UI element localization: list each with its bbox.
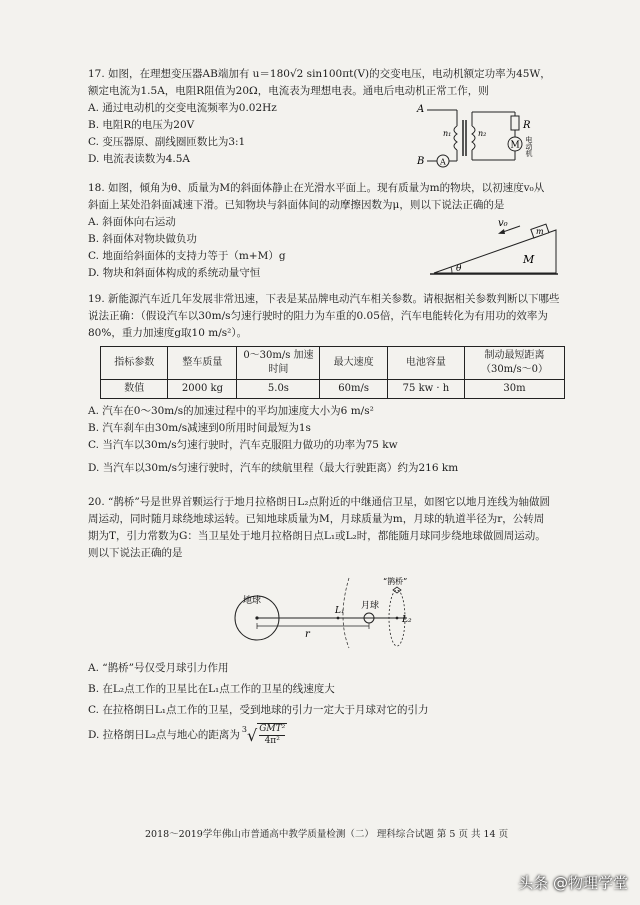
question-20 <box>88 494 553 562</box>
q20-option-b: B. 在L₂点工作的卫星比在L₁点工作的卫星的线速度大 <box>88 683 335 695</box>
earth-label: 地球 <box>243 596 262 606</box>
table-cell: 75 kw · h <box>387 380 464 399</box>
satellite-icon <box>393 587 401 593</box>
theta-label: θ <box>456 264 462 274</box>
q19-option-a: A. 汽车在0～30m/s的加速过程中的平均加速度大小为6 m/s² <box>88 405 374 417</box>
velocity-arrow-icon <box>498 229 505 234</box>
n1-label: n₁ <box>443 129 452 138</box>
watermark: 头条 @物理学堂 <box>518 874 628 892</box>
queqiao-label: “鹊桥” <box>383 577 408 586</box>
q17-stem: 17. 如图，在理想变压器AB端加有 u＝180√2 sin100πt(V)的交变电压，电动机额定功率为45W，额定电流为1.5A，电阻R阻值为20Ω，电流表为理想电表。通电后电动机正常工作，则 <box>88 68 551 97</box>
q17-option-b: B. 电阻R的电压为20V <box>88 119 195 131</box>
q18-option-d: D. 物块和斜面体构成的系统动量守恒 <box>88 267 261 279</box>
table-header-cell: 制动最短距离（30m/s～0） <box>465 347 565 380</box>
block-mass-label: m <box>536 227 544 236</box>
table-header-cell: 0～30m/s 加速时间 <box>237 347 320 380</box>
resistor-label: R <box>523 120 531 131</box>
q19-option-b: B. 汽车刹车由30m/s减速到0所用时间最短为1s <box>88 422 311 434</box>
transformer-circuit-diagram <box>405 98 565 178</box>
q20-stem: 20. “鹊桥”号是世界首颗运行于地月拉格朗日L₂点附近的中继通信卫星，如图它以地月连线为轴做圆周运动，同时随月球绕地球运转。已知地球质量为M，月球质量为m，月球的轨道半径为r，公转周期为T，引力常数为G：当卫星处于地月拉格朗日点L₁或L₂时，都能随月球同步绕地球做圆周运动。则以下说法正确的是 <box>88 496 550 559</box>
question-19 <box>88 291 566 342</box>
q19-options <box>88 403 566 477</box>
q20-option-d <box>88 723 553 747</box>
moon-label: 月球 <box>361 601 380 611</box>
table-header-row <box>101 347 565 380</box>
resistor-icon <box>511 116 519 130</box>
page-footer: 2018～2019学年佛山市普通高中教学质量检测（二） 理科综合试题 第 5 页 共 14 页 <box>145 829 509 840</box>
table-header-cell: 整车质量 <box>168 347 237 380</box>
table-row <box>101 380 565 399</box>
q17-option-a: A. 通过电动机的交变电流频率为0.02Hz <box>88 102 277 114</box>
table-header-cell: 指标参数 <box>101 347 168 380</box>
terminal-b-label: B <box>417 156 425 167</box>
motor-symbol-label: M <box>510 140 520 151</box>
table-cell: 2000 kg <box>168 380 237 399</box>
q18-stem: 18. 如图，倾角为θ、质量为M的斜面体静止在光滑水平面上。现有质量为m的物块，以初速度v₀从斜面上某处沿斜面减速下滑。已知物块与斜面体间的动摩擦因数为μ，则以下说法正确的是 <box>88 182 545 211</box>
table-cell: 5.0s <box>237 380 320 399</box>
motor-label: 电动机 <box>525 136 533 157</box>
l1-label: L₁ <box>335 606 345 616</box>
n2-label: n₂ <box>478 129 487 138</box>
formula-denominator: 4π² <box>264 736 280 746</box>
formula-numerator: GMT² <box>259 724 286 734</box>
table-cell: 30m <box>465 380 565 399</box>
q20-option-a: A. “鹊桥”号仅受月球引力作用 <box>88 662 229 674</box>
q17-option-d: D. 电流表读数为4.5A <box>88 153 191 165</box>
table-header-cell: 最大速度 <box>320 347 387 380</box>
table-cell: 数值 <box>101 380 168 399</box>
l2-label: L₂ <box>402 615 412 625</box>
terminal-a-label: A <box>417 104 425 115</box>
incline-diagram <box>430 218 560 278</box>
q19-option-c: C. 当汽车以30m/s匀速行驶时，汽车克服阻力做功的功率为75 kw <box>88 439 398 451</box>
q17-option-c: C. 变压器原、副线圈匝数比为3:1 <box>88 136 246 148</box>
q19-stem: 19. 新能源汽车近几年发展非常迅速，下表是某品牌电动汽车相关参数。请根据相关参数判断以下哪些说法正确：（假设汽车以30m/s匀速行驶时的阻力为车重的0.05倍，汽车电能转化为有用功的效率为80%，重力加速度g取10 m/s²）。 <box>88 293 560 339</box>
q18-option-b: B. 斜面体对物块做负功 <box>88 233 197 245</box>
cube-root-formula: 3 √ GMT² 4π² <box>241 724 286 746</box>
q20-option-c: C. 在拉格朗日L₁点工作的卫星，受到地球的引力一定大于月球对它的引力 <box>88 704 429 716</box>
table-cell: 60m/s <box>320 380 387 399</box>
orbit-radius-label: r <box>305 629 310 640</box>
q20-option-d-text: D. 拉格朗日L₂点与地心的距离为 <box>88 728 240 741</box>
v0-label: v₀ <box>498 218 508 229</box>
q20-options <box>88 660 553 747</box>
q18-option-a: A. 斜面体向右运动 <box>88 216 176 228</box>
q18-option-c: C. 地面给斜面体的支持力等于（m+M）g <box>88 250 286 262</box>
incline-mass-label: M <box>523 253 535 266</box>
ev-parameters-table <box>100 346 565 399</box>
q19-option-d: D. 当汽车以30m/s匀速行驶时，汽车的续航里程（最大行驶距离）约为216 km <box>88 462 459 474</box>
ammeter-label: A <box>440 157 446 167</box>
earth-moon-lagrange-diagram <box>225 570 435 650</box>
table-header-cell: 电池容量 <box>387 347 464 380</box>
